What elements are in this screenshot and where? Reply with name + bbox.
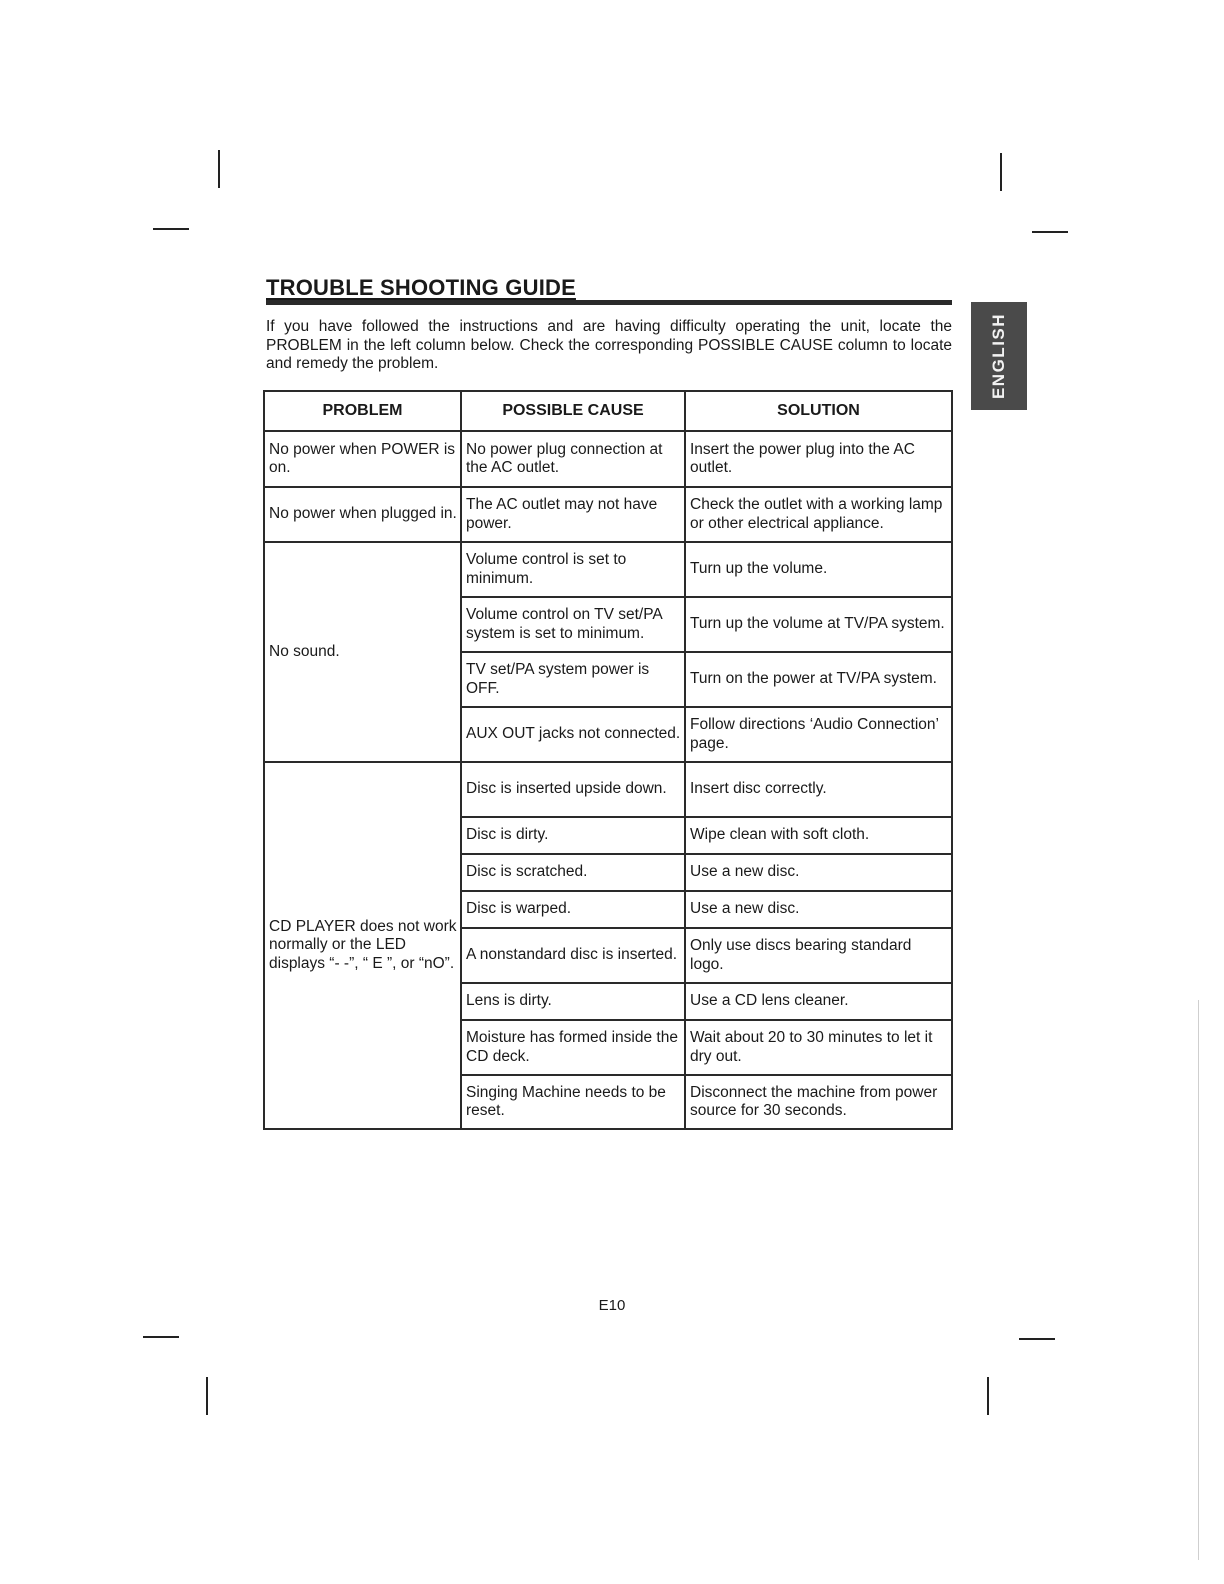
cause-cell: Volume control on TV set/PA system is set to minimum. [461,597,685,652]
cause-cell: Volume control is set to minimum. [461,542,685,597]
solution-cell: Insert disc correctly. [685,762,952,817]
cause-cell: Disc is warped. [461,891,685,928]
crop-mark-bottom-right-vertical [987,1377,989,1415]
cause-cell: Moisture has formed inside the CD deck. [461,1020,685,1075]
header-solution: SOLUTION [685,391,952,431]
crop-mark-bottom-right-horizontal [1019,1338,1055,1340]
crop-mark-top-right-horizontal [1032,231,1068,233]
cause-cell: AUX OUT jacks not connected. [461,707,685,762]
troubleshooting-table [263,390,953,1130]
solution-cell: Use a CD lens cleaner. [685,983,952,1020]
solution-cell: Only use discs bearing standard logo. [685,928,952,983]
solution-cell: Wipe clean with soft cloth. [685,817,952,854]
crop-mark-bottom-left-vertical [206,1377,208,1415]
cause-cell: TV set/PA system power is OFF. [461,652,685,707]
solution-cell: Check the outlet with a working lamp or other electrical appliance. [685,487,952,542]
solution-cell: Disconnect the machine from power source for 30 seconds. [685,1075,952,1129]
problem-cell: CD PLAYER does not work normally or the LED displays “- -”, “ E ”, or “nO”. [264,762,461,1129]
table-row [264,431,952,487]
solution-cell: Wait about 20 to 30 minutes to let it dry out. [685,1020,952,1075]
solution-cell: Use a new disc. [685,891,952,928]
cause-cell: Disc is inserted upside down. [461,762,685,817]
language-tab [971,302,1027,410]
cause-cell: No power plug connection at the AC outlet. [461,431,685,487]
title-rule [266,300,952,305]
solution-cell: Turn on the power at TV/PA system. [685,652,952,707]
language-tab-label: ENGLISH [989,312,1008,400]
solution-cell: Turn up the volume at TV/PA system. [685,597,952,652]
table-row [264,487,952,542]
crop-mark-bottom-left-horizontal [143,1336,179,1338]
header-problem: PROBLEM [264,391,461,431]
cause-cell: Disc is scratched. [461,854,685,891]
cause-cell: A nonstandard disc is inserted. [461,928,685,983]
page-number: E10 [598,1297,626,1314]
crop-mark-top-right-vertical [1000,153,1002,191]
crop-mark-top-left-vertical [218,150,220,188]
problem-cell: No sound. [264,542,461,762]
intro-paragraph: If you have followed the instructions and are having difficulty operating the unit, locate the PROBLEM in the left column below. Check the corresponding POSSIBLE CAUSE column to locate and remedy the problem. [266,318,952,372]
page-title: TROUBLE SHOOTING GUIDE [266,275,576,300]
scan-edge-line [1198,1000,1199,1560]
cause-cell: Disc is dirty. [461,817,685,854]
crop-mark-top-left-horizontal [153,228,189,230]
solution-cell: Use a new disc. [685,854,952,891]
problem-cell: No power when plugged in. [264,487,461,542]
header-possible-cause: POSSIBLE CAUSE [461,391,685,431]
table-row [264,542,952,597]
table-row [264,762,952,817]
table-header-row [264,391,952,431]
cause-cell: Lens is dirty. [461,983,685,1020]
solution-cell: Follow directions ‘Audio Connection’ page. [685,707,952,762]
cause-cell: The AC outlet may not have power. [461,487,685,542]
cause-cell: Singing Machine needs to be reset. [461,1075,685,1129]
solution-cell: Insert the power plug into the AC outlet. [685,431,952,487]
solution-cell: Turn up the volume. [685,542,952,597]
problem-cell: No power when POWER is on. [264,431,461,487]
